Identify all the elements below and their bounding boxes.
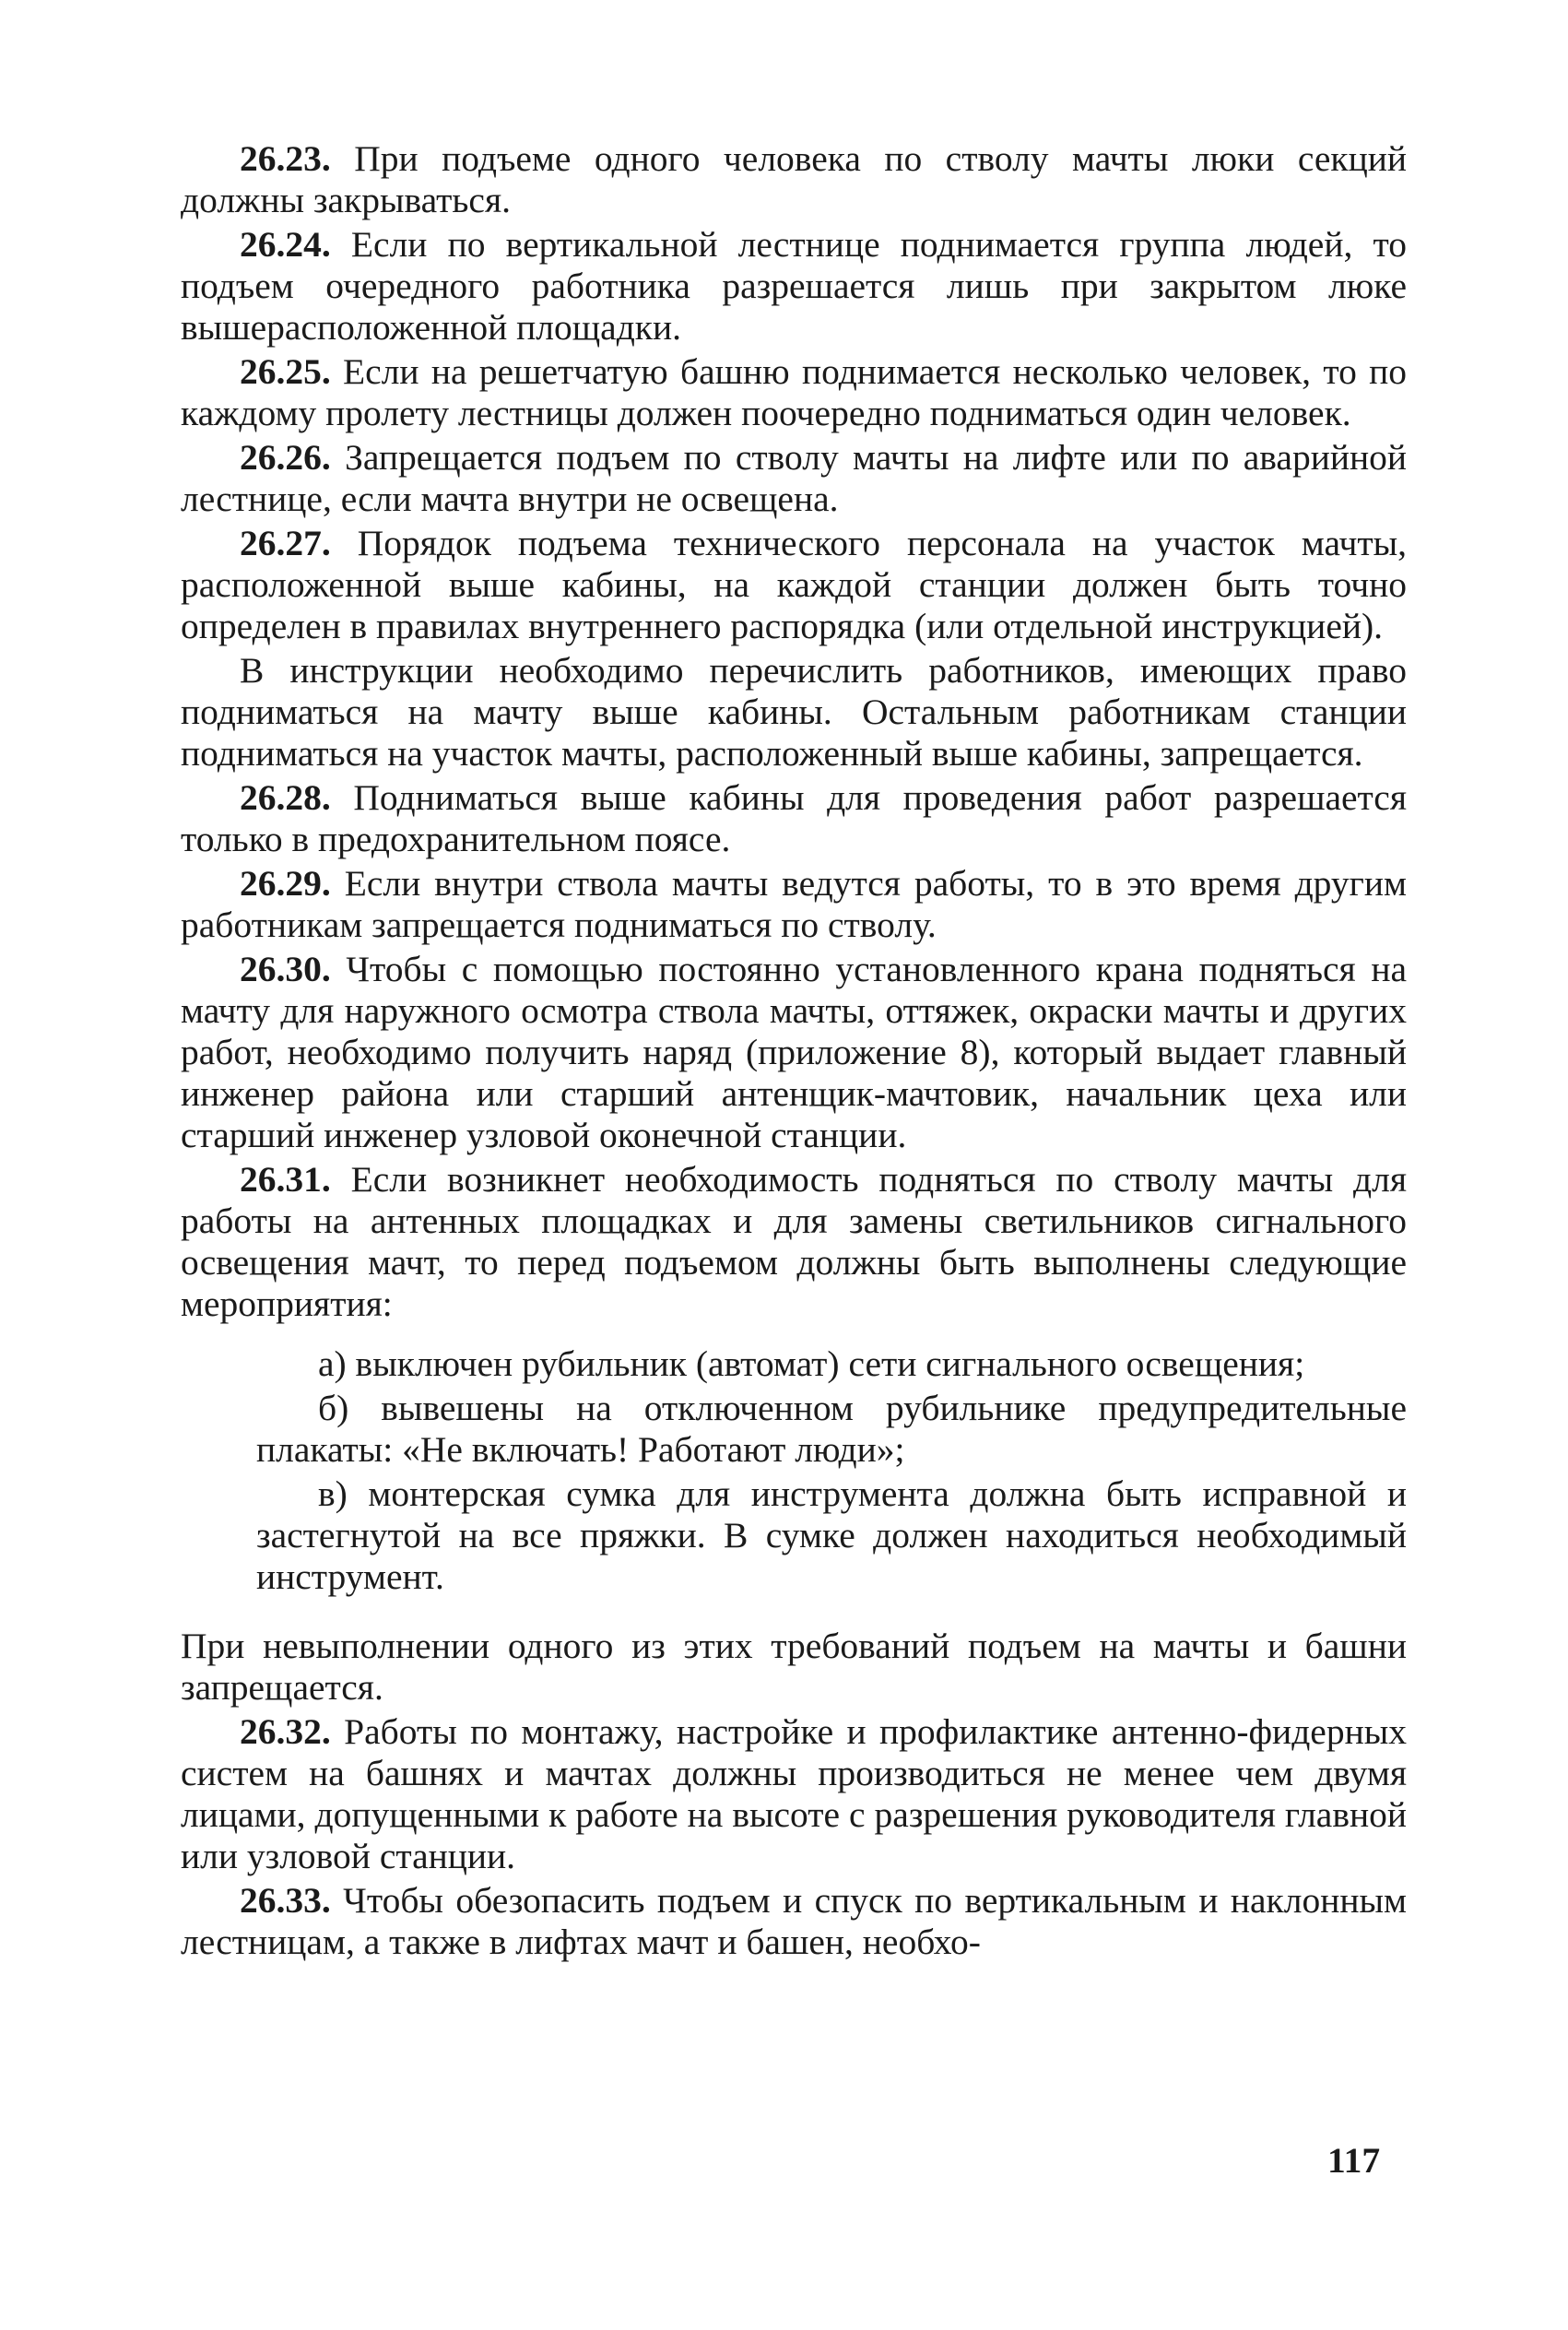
paragraph-text: Порядок подъема технического персонала на участок мачты, расположенной выше кабины, на каждой станции должен быть точно определен в правилах внутреннего распорядка (или отдельной инструкцией). [181, 523, 1407, 646]
paragraph-text: В инструкции необходимо перечислить работников, имеющих право подниматься на мачту выше кабины. Остальным работникам станции подниматься на участок мачты, расположенный выше кабины, запрещается. [181, 650, 1407, 774]
paragraph-requirements-note: При невыполнении одного из этих требований подъем на мачты и башни запрещается. [181, 1626, 1407, 1708]
paragraph-text: Если внутри ствола мачты ведутся работы, то в это время другим работникам запрещается подниматься по стволу. [181, 863, 1407, 945]
paragraph-26-24 [181, 224, 1407, 349]
page-number: 117 [1327, 2140, 1381, 2181]
paragraph-instruction-note [181, 650, 1407, 775]
paragraph-number: 26.25. [240, 351, 331, 392]
list-item: в) монтерская сумка для инструмента должна быть исправной и застегнутой на все пряжки. В сумке должен находиться необходимый инструмент. [256, 1473, 1407, 1597]
paragraph-26-27 [181, 523, 1407, 647]
paragraph-text: Если по вертикальной лестнице поднимается группа людей, то подъем очередного работника разрешается лишь при закрытом люке вышерасположенной площадки. [181, 224, 1407, 348]
paragraph-text: Запрещается подъем по стволу мачты на лифте или по аварийной лестнице, если мачта внутри не освещена. [181, 437, 1408, 519]
measures-list [181, 1343, 1407, 1598]
paragraph-26-33 [181, 1880, 1407, 1963]
paragraph-text: Подниматься выше кабины для проведения работ разрешается только в предохранительном поясе. [181, 777, 1407, 859]
paragraph-text: Чтобы обезопасить подъем и спуск по вертикальным и наклонным лестницам, а также в лифтах мачт и башен, необхо- [181, 1880, 1408, 1962]
paragraph-number: 26.23. [240, 138, 331, 179]
paragraph-text: При подъеме одного человека по стволу мачты люки секций должны закрываться. [181, 138, 1407, 220]
paragraph-text: Работы по монтажу, настройке и профилактике антенно-фидерных систем на башнях и мачтах должны производиться не менее чем двумя лицами, допущенными к работе на высоте с разрешения руководителя главной или узловой станции. [181, 1711, 1408, 1876]
paragraph-number: 26.29. [240, 863, 331, 904]
list-item: б) вывешены на отключенном рубильнике предупредительные плакаты: «Не включать! Работают люди»; [256, 1388, 1407, 1470]
paragraph-26-25 [181, 351, 1407, 434]
list-item: а) выключен рубильник (автомат) сети сигнального освещения; [318, 1343, 1305, 1384]
paragraph-number: 26.30. [240, 949, 331, 989]
page-body [181, 138, 1407, 1966]
paragraph-26-26 [181, 437, 1407, 520]
paragraph-text: Чтобы с помощью постоянно установленного крана подняться на мачту для наружного осмотра ствола мачты, оттяжек, окраски мачты и других работ, необходимо получить наряд (приложение 8), который выдает главный инженер района или старший антенщик-мачтовик, начальник цеха или старший инженер узловой оконечной станции. [181, 949, 1407, 1155]
paragraph-number: 26.26. [240, 437, 331, 478]
paragraph-number: 26.33. [240, 1880, 331, 1921]
paragraph-number: 26.28. [240, 777, 331, 818]
paragraph-number: 26.27. [240, 523, 331, 563]
paragraph-text: Если на решетчатую башню поднимается несколько человек, то по каждому пролету лестницы должен поочередно подниматься один человек. [181, 351, 1407, 433]
paragraph-26-31 [181, 1159, 1407, 1325]
paragraph-26-30 [181, 949, 1407, 1156]
paragraph-number: 26.24. [240, 224, 331, 265]
paragraph-26-32 [181, 1711, 1407, 1877]
paragraph-text: Если возникнет необходимость подняться по стволу мачты для работы на антенных площадках и для замены светильников сигнального освещения мачт, то перед подъемом должны быть выполнены следующие мероприятия: [181, 1159, 1407, 1324]
paragraph-26-28 [181, 777, 1407, 860]
paragraph-number: 26.31. [240, 1159, 331, 1200]
paragraph-number: 26.32. [240, 1711, 331, 1752]
paragraph-26-23 [181, 138, 1407, 221]
paragraph-26-29 [181, 863, 1407, 946]
